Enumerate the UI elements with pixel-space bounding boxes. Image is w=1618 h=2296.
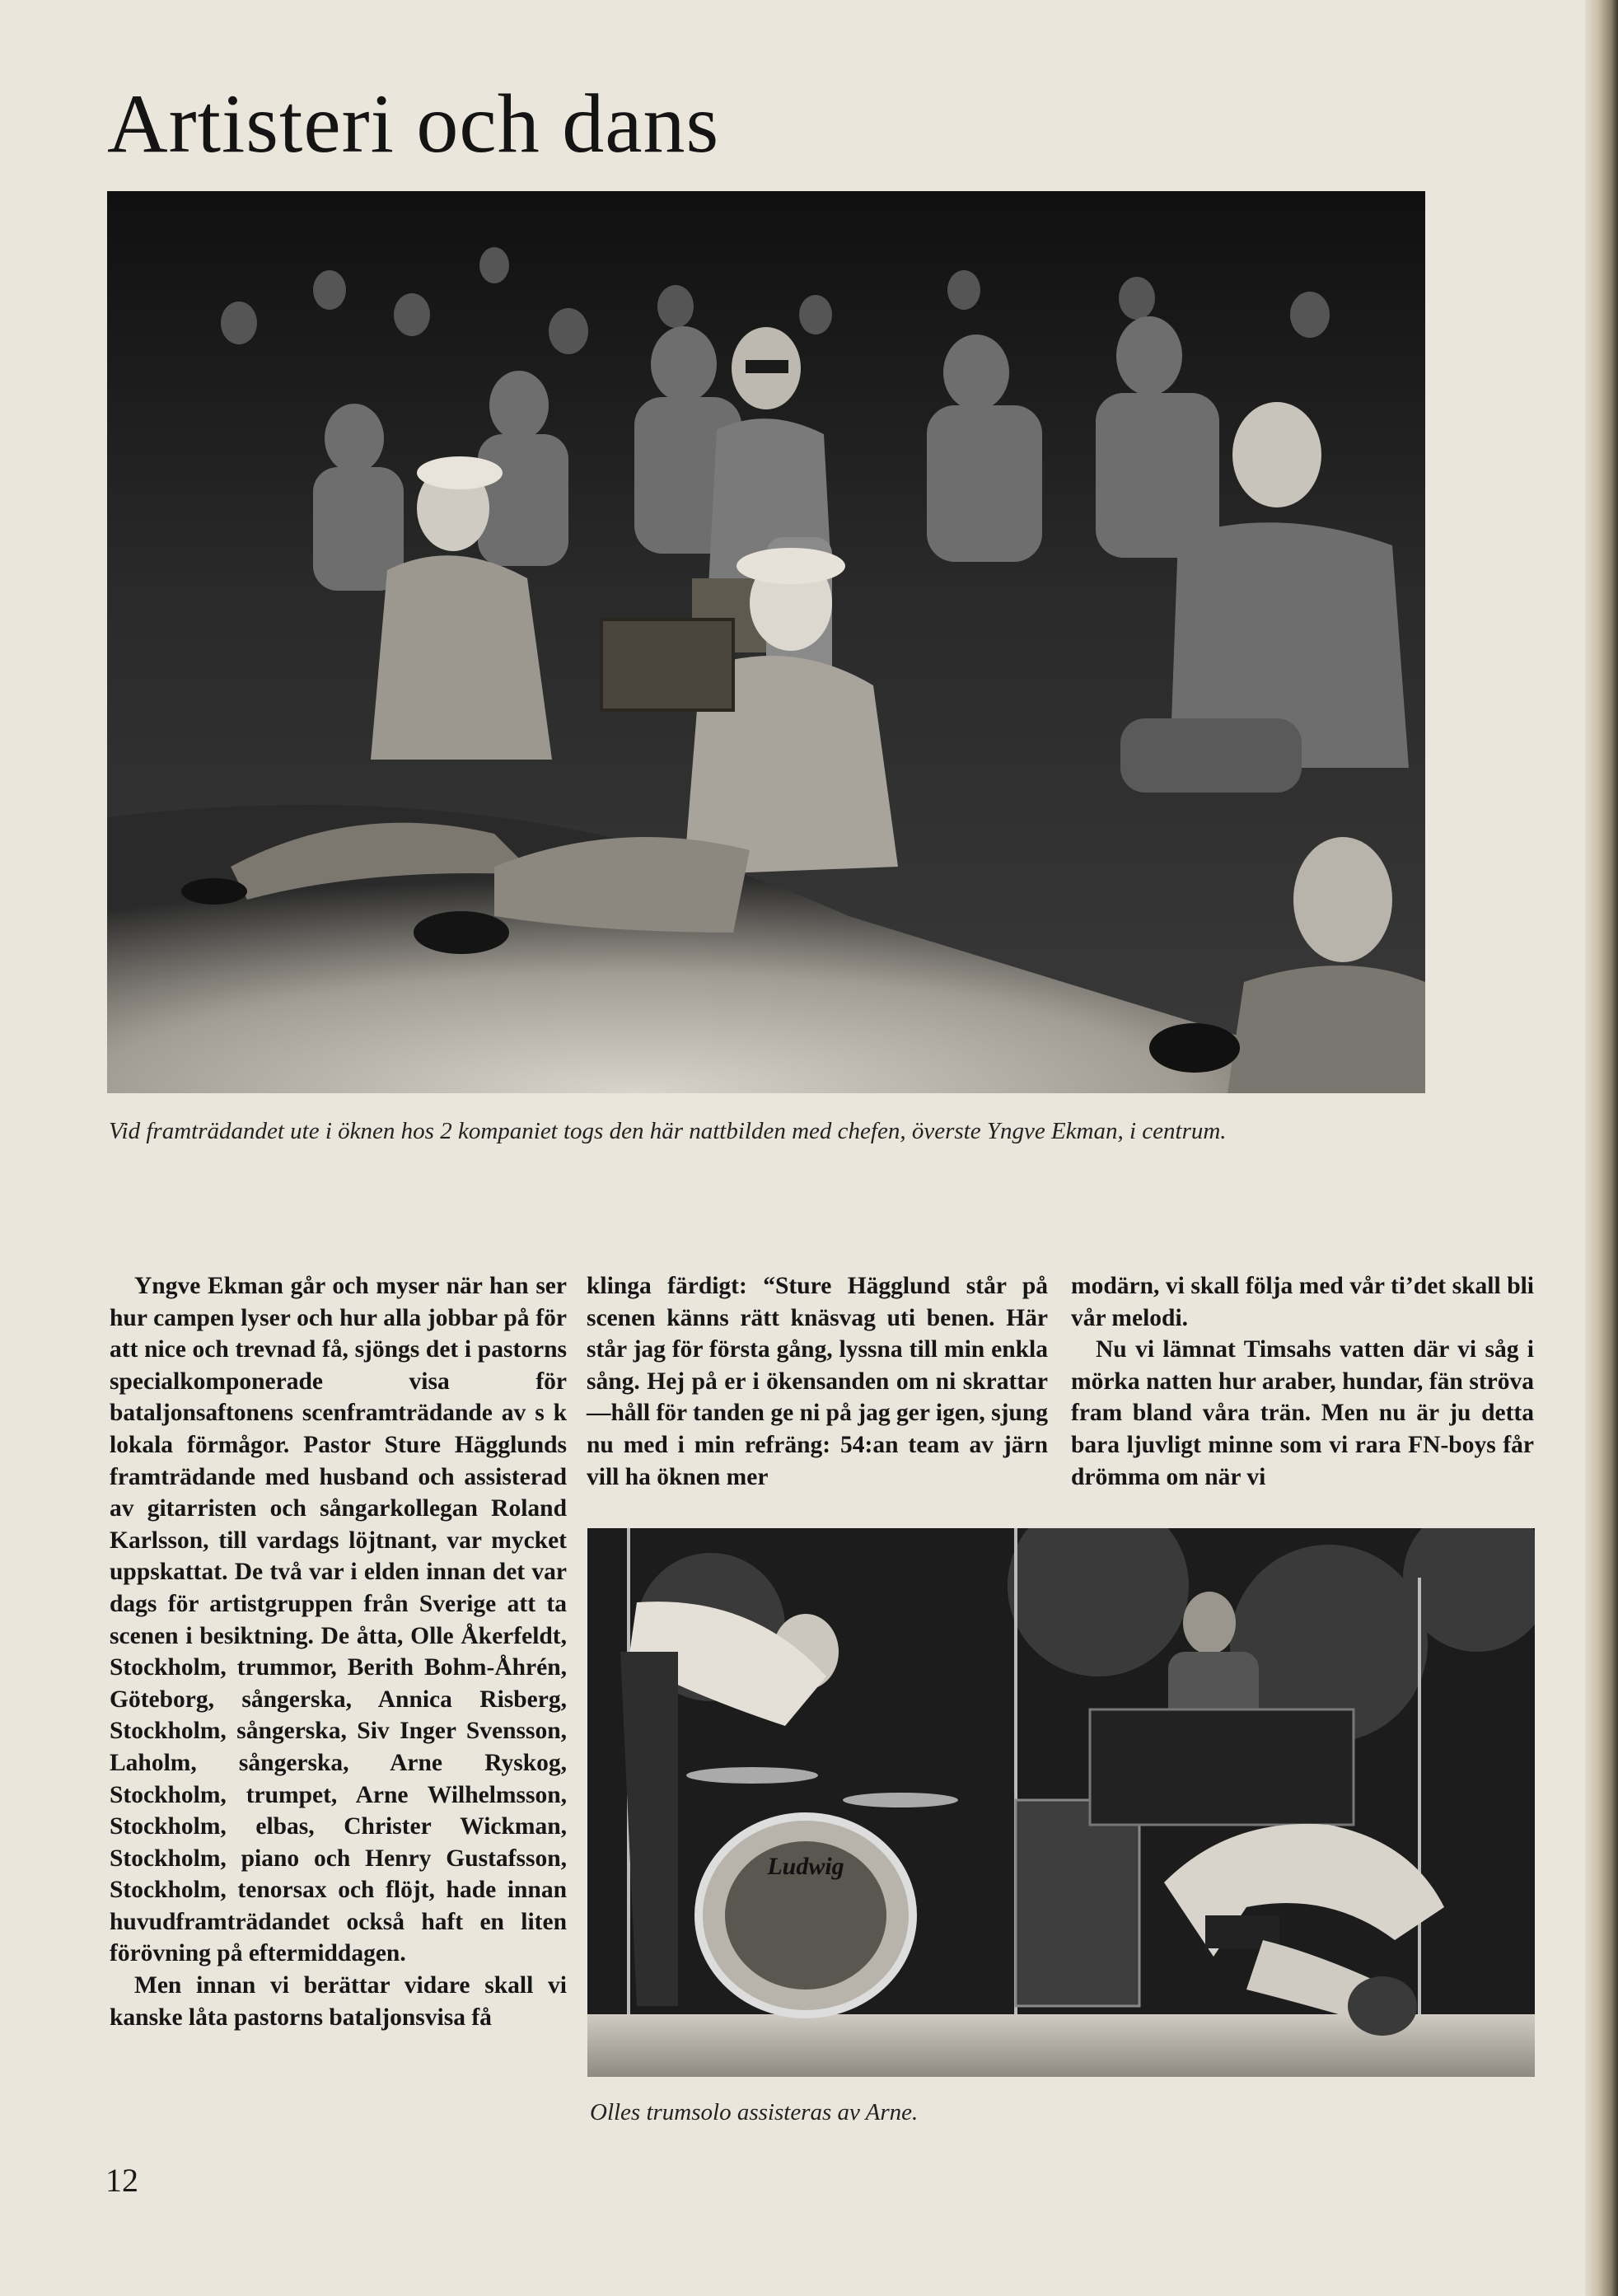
photo-drum-solo-image <box>587 1528 1535 2077</box>
article-paragraph: modärn, vi skall följa med vår ti’det skall bli vår melodi. <box>1071 1273 1534 1331</box>
article-column-2 <box>587 1270 1048 1493</box>
photo-drum-solo <box>587 1528 1535 2077</box>
page-number: 12 <box>105 2162 138 2199</box>
page-spine-shadow <box>1585 0 1618 2296</box>
article-paragraph: Nu vi lämnat Timsahs vatten där vi såg i mörka natten hur araber, hundar, fän ströva fram bland våra trän. Men nu är ju detta bara ljuvligt minne som vi rara FN-boys får drömma om när vi <box>1071 1336 1534 1490</box>
photo-soldiers-audience-image <box>107 191 1425 1093</box>
article-paragraph: klinga färdigt: “Sture Hägglund står på scenen känns rätt knäsvag uti benen. Här står jag för första gång, lyssna till min enkla sång. Hej på er i ökensanden om ni skrattar—håll för tanden ge ni på jag ger igen, sjung nu med i min refräng: 54:an team av järn vill ha öknen mer <box>587 1273 1048 1490</box>
article-paragraph: Yngve Ekman går och myser när han ser hur campen lyser och hur alla jobbar på för att nice och trevnad få, sjöngs det i pastorns specialkomponerade visa för bataljonsaftonens scenframträdande av s k lokala förmågor. Pastor Sture Hägglunds framträdande med husband och assisterad av gitarristen och sångarkollegan Roland Karlsson, till vardags löjtnant, var mycket uppskattat. De två var i elden innan det var dags för artistgruppen från Sverige att ta scenen i besiktning. De åtta, Olle Åkerfeldt, Stockholm, trummor, Berith Bohm-Åhrén, Göteborg, sångerska, Annica Risberg, Stockholm, sångerska, Siv Inger Svensson, Laholm, sångerska, Arne Ryskog, Stockholm, trumpet, Arne Wilhelmsson, Stockholm, elbas, Christer Wickman, Stockholm, piano och Henry Gustafsson, Stockholm, tenorsax och flöjt, hade innan huvudframträdandet också haft en liten förövning på eftermiddagen. <box>110 1273 567 1967</box>
caption-bottom-photo: Olles trumsolo assisteras av Arne. <box>590 2099 919 2125</box>
article-column-3 <box>1071 1270 1534 1493</box>
drum-brand-logo: Ludwig <box>767 1853 844 1880</box>
article-column-1 <box>110 1270 567 2033</box>
article-paragraph: Men innan vi berättar vidare skall vi kanske låta pastorns bataljonsvisa få <box>110 1972 567 2031</box>
page-title: Artisteri och dans <box>107 77 720 171</box>
caption-top-photo: Vid framträdandet ute i öknen hos 2 kompaniet togs den här nattbilden med chefen, överste Yngve Ekman, i centrum. <box>109 1118 1227 1144</box>
photo-soldiers-audience <box>107 191 1425 1093</box>
